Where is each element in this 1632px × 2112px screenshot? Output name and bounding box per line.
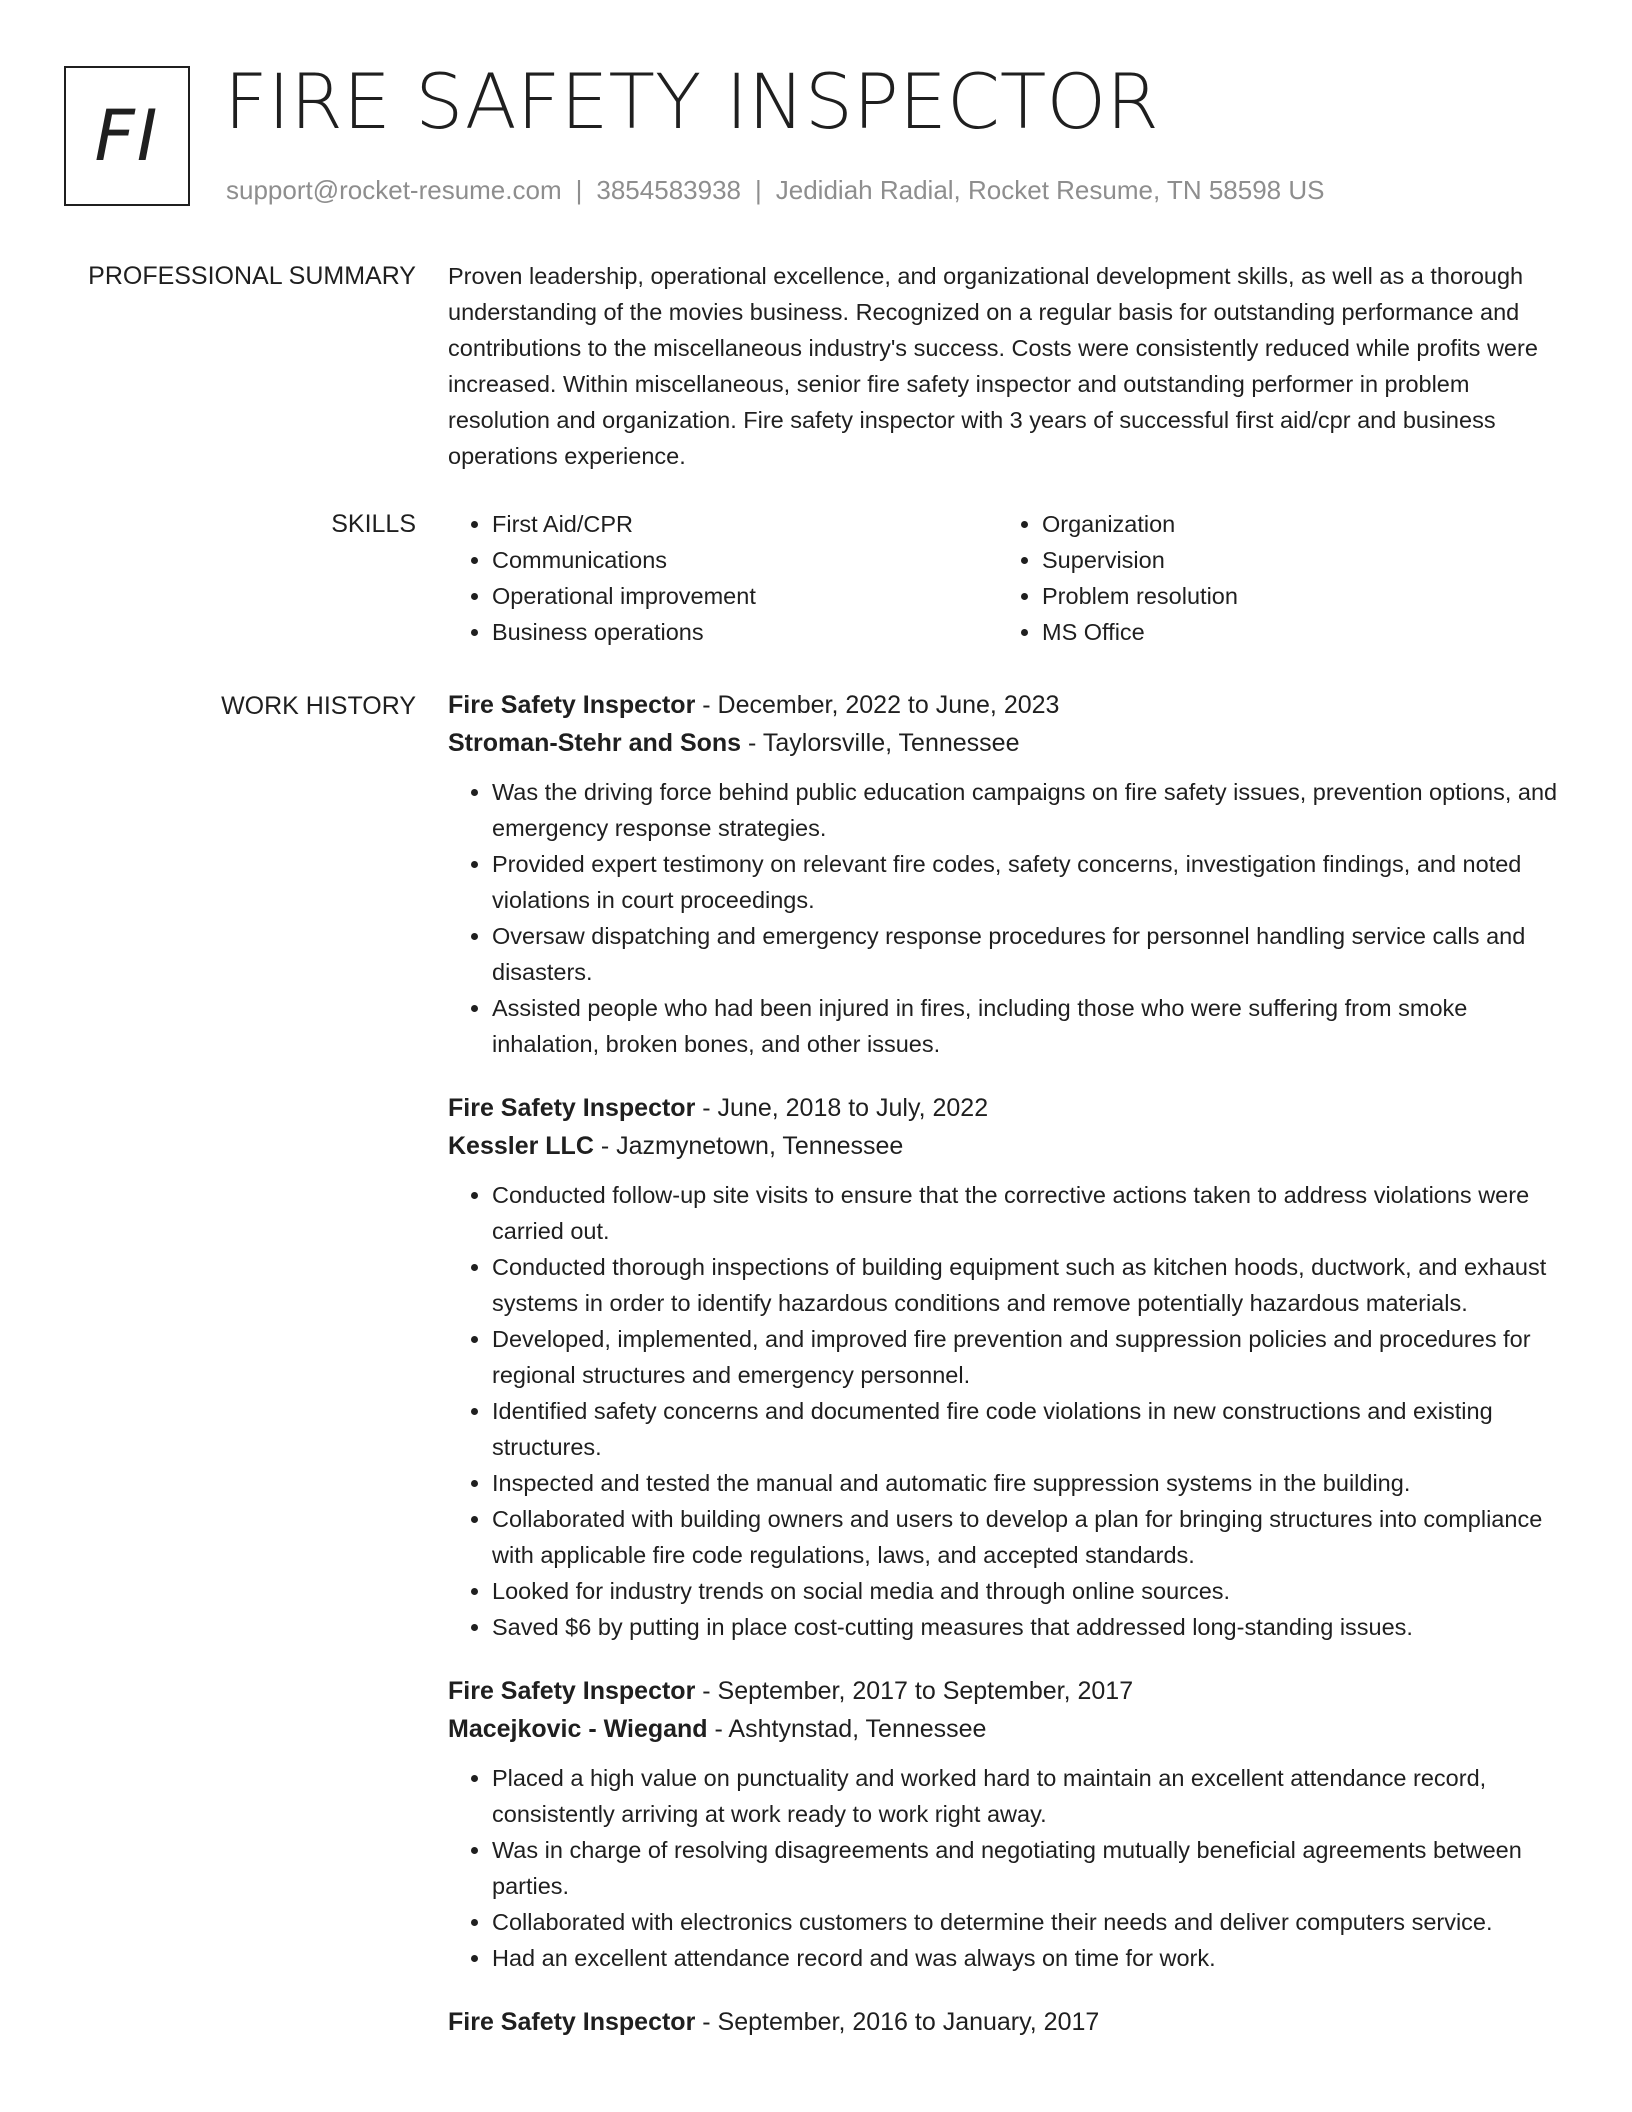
skill-item: • Operational improvement <box>492 578 998 614</box>
job-title-line <box>448 2003 1568 2041</box>
job-location: - Ashtynstad, Tennessee <box>707 1715 987 1743</box>
skill-item: • First Aid/CPR <box>492 506 998 542</box>
contact-address: Jedidiah Radial, Rocket Resume, TN 58598 US <box>775 175 1325 205</box>
job-bullet: • Collaborated with electronics customers to determine their needs and deliver computers service. <box>492 1904 1568 1940</box>
job-bullets <box>448 1760 1568 1976</box>
job-entry <box>448 2003 1568 2041</box>
job-location: - Taylorsville, Tennessee <box>741 729 1020 757</box>
job-dates: - September, 2017 to September, 2017 <box>695 1677 1134 1705</box>
job-bullet: • Assisted people who had been injured in fires, including those who were suffering from smoke inhalation, broken bones, and other issues. <box>492 990 1568 1062</box>
job-bullet: • Was the driving force behind public education campaigns on fire safety issues, prevention options, and emergency response strategies. <box>492 774 1568 846</box>
job-title-line <box>448 1672 1568 1710</box>
page-title: FIRE SAFETY INSPECTOR <box>224 57 1159 146</box>
summary-heading: PROFESSIONAL SUMMARY <box>88 262 416 290</box>
job-bullet: • Inspected and tested the manual and automatic fire suppression systems in the building. <box>492 1465 1568 1501</box>
job-bullet: • Collaborated with building owners and users to develop a plan for bringing structures into compliance with applicable fire code regulations, laws, and accepted standards. <box>492 1501 1568 1573</box>
skill-item: • Communications <box>492 542 998 578</box>
skill-item: • Supervision <box>1042 542 1548 578</box>
job-bullet: • Had an excellent attendance record and was always on time for work. <box>492 1940 1568 1976</box>
job-dates: - June, 2018 to July, 2022 <box>695 1094 989 1122</box>
job-bullet: • Provided expert testimony on relevant fire codes, safety concerns, investigation findings, and noted violations in court proceedings. <box>492 846 1568 918</box>
job-bullet: • Developed, implemented, and improved fire prevention and suppression policies and procedures for regional structures and emergency personnel. <box>492 1321 1568 1393</box>
job-bullet: • Conducted follow-up site visits to ensure that the corrective actions taken to address violations were carried out. <box>492 1177 1568 1249</box>
job-bullet: • Looked for industry trends on social media and through online sources. <box>492 1573 1568 1609</box>
skills-body <box>448 506 1568 650</box>
skills-list-left <box>448 506 998 650</box>
job-title-line <box>448 1089 1568 1127</box>
job-location: - Jazmynetown, Tennessee <box>593 1132 904 1160</box>
skill-item: • Business operations <box>492 614 998 650</box>
job-dates: - September, 2016 to January, 2017 <box>695 2008 1100 2036</box>
job-title: Fire Safety Inspector <box>448 691 696 719</box>
contact-separator: | <box>755 175 762 205</box>
job-title: Fire Safety Inspector <box>448 1094 696 1122</box>
job-bullet: • Saved $6 by putting in place cost-cutting measures that addressed long-standing issues. <box>492 1609 1568 1645</box>
skills-heading: SKILLS <box>331 510 416 538</box>
job-company: Kessler LLC <box>448 1132 594 1160</box>
job-bullet: • Oversaw dispatching and emergency response procedures for personnel handling service calls and disasters. <box>492 918 1568 990</box>
contact-info <box>226 172 1324 208</box>
job-dates: - December, 2022 to June, 2023 <box>695 691 1060 719</box>
monogram-logo: FI <box>64 66 190 206</box>
job-bullets <box>448 774 1568 1062</box>
summary-body <box>448 258 1568 474</box>
skills-list-right <box>998 506 1548 650</box>
job-title: Fire Safety Inspector <box>448 2008 696 2036</box>
job-company-line <box>448 1127 1568 1165</box>
job-company: Macejkovic - Wiegand <box>448 1715 708 1743</box>
work-history-body <box>448 686 1568 2068</box>
job-bullet: • Identified safety concerns and documented fire code violations in new constructions and existing structures. <box>492 1393 1568 1465</box>
skill-item: • MS Office <box>1042 614 1548 650</box>
job-bullet: • Placed a high value on punctuality and worked hard to maintain an excellent attendance record, consistently arriving at work ready to work right away. <box>492 1760 1568 1832</box>
job-bullets <box>448 1177 1568 1645</box>
job-company-line <box>448 724 1568 762</box>
contact-phone: 3854583938 <box>596 175 741 205</box>
job-entry <box>448 1089 1568 1645</box>
job-bullet: • Was in charge of resolving disagreements and negotiating mutually beneficial agreements between parties. <box>492 1832 1568 1904</box>
job-entry <box>448 686 1568 1062</box>
skill-item: • Problem resolution <box>1042 578 1548 614</box>
job-title: Fire Safety Inspector <box>448 1677 696 1705</box>
summary-text: Proven leadership, operational excellence, and organizational development skills, as well as a thorough understanding of the movies business. Recognized on a regular basis for outstanding performance and contributions to the miscellaneous industry's success. Costs were consistently reduced while profits were increased. Within miscellaneous, senior fire safety inspector and outstanding performer in problem resolution and organization. Fire safety inspector with 3 years of successful first aid/cpr and business operations experience. <box>448 263 1538 469</box>
job-company-line <box>448 1710 1568 1748</box>
skill-item: • Organization <box>1042 506 1548 542</box>
job-title-line <box>448 686 1568 724</box>
job-bullet: • Conducted thorough inspections of building equipment such as kitchen hoods, ductwork, and exhaust systems in order to identify hazardous conditions and remove potentially hazardous materials. <box>492 1249 1568 1321</box>
contact-email: support@rocket-resume.com <box>226 175 562 205</box>
job-company: Stroman-Stehr and Sons <box>448 729 742 757</box>
work-history-heading: WORK HISTORY <box>221 692 416 720</box>
job-entry <box>448 1672 1568 1976</box>
contact-separator: | <box>575 175 583 205</box>
